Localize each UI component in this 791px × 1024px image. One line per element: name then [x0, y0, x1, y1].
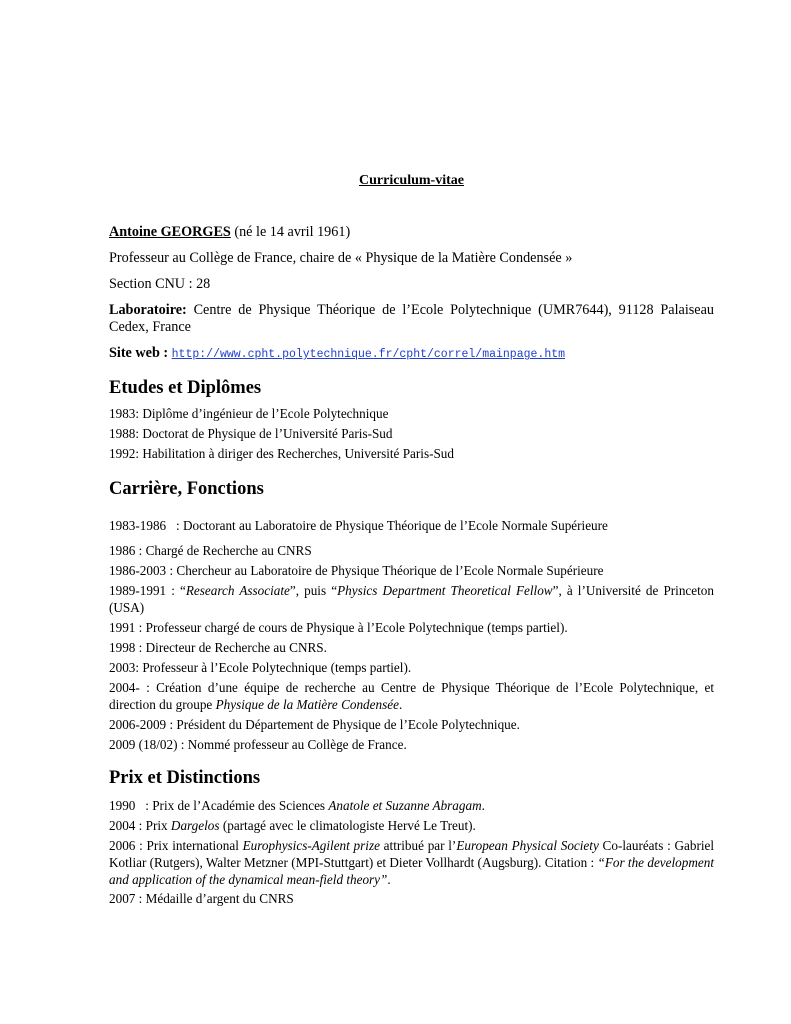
text-run: 2004 : Prix: [109, 818, 171, 833]
site-link[interactable]: http://www.cpht.polytechnique.fr/cpht/correl/mainpage.htm: [171, 348, 566, 361]
heading-etudes: Etudes et Diplômes: [109, 378, 262, 398]
list-item: [109, 797, 714, 814]
text-run: 2004- : Création d’une équipe de recherche au Centre de Physique Théorique de l’Ecole Polytechnique, et direction du groupe: [109, 680, 714, 712]
list-item: 1983-1986 : Doctorant au Laboratoire de Physique Théorique de l’Ecole Normale Supérieure: [109, 518, 608, 533]
list-item: 1988: Doctorat de Physique de l’Université Paris-Sud: [109, 426, 393, 441]
list-item: [109, 837, 714, 888]
text-run-italic: Physique de la Matière Condensée: [215, 697, 399, 712]
text-run: Co-lauréats : Gabriel Kotliar (Rutgers), Walter Metzner (MPI-Stuttgart) et Dieter Vollhardt (Augsburg). Citation :: [109, 838, 715, 870]
text-run-italic: Physics Department Theoretical Fellow: [337, 583, 553, 598]
list-item: [109, 679, 714, 713]
heading-prix: Prix et Distinctions: [109, 768, 261, 788]
text-run: 2006 : Prix international: [109, 838, 243, 853]
section-cnu: Section CNU : 28: [109, 276, 211, 292]
text-run: .: [481, 798, 485, 813]
document-title: Curriculum-vitae: [359, 173, 464, 188]
name-line: [109, 224, 714, 241]
text-run: ”, puis “: [289, 583, 338, 598]
list-item: 1986-2003 : Chercheur au Laboratoire de Physique Théorique de l’Ecole Normale Supérieure: [109, 563, 604, 578]
heading-carriere: Carrière, Fonctions: [109, 479, 264, 499]
birth-date: (né le 14 avril 1961): [234, 224, 351, 240]
list-item: [109, 582, 714, 616]
website-line: [109, 345, 714, 363]
text-run-italic: Dargelos: [170, 818, 220, 833]
text-run: .: [387, 872, 391, 887]
person-name: Antoine GEORGES: [109, 224, 231, 240]
site-label: Site web :: [109, 345, 169, 361]
text-run: 1990 : Prix de l’Académie des Sciences: [109, 798, 329, 813]
position-line: Professeur au Collège de France, chaire de « Physique de la Matière Condensée »: [109, 250, 573, 266]
list-item: 2006-2009 : Président du Département de Physique de l’Ecole Polytechnique.: [109, 717, 520, 732]
list-item: 1986 : Chargé de Recherche au CNRS: [109, 543, 312, 558]
text-run-italic: Anatole et Suzanne Abragam: [328, 798, 482, 813]
text-run: (partagé avec le climatologiste Hervé Le Treut).: [219, 818, 476, 833]
list-item: 2003: Professeur à l’Ecole Polytechnique (temps partiel).: [109, 660, 412, 675]
text-run: attribué par l’: [379, 838, 457, 853]
lab-text: Centre de Physique Théorique de l’Ecole Polytechnique (UMR7644), 91128 Palaiseau Cedex, France: [109, 302, 714, 335]
text-run: .: [398, 697, 403, 712]
text-run-italic: Research Associate: [185, 583, 290, 598]
list-item: 1983: Diplôme d’ingénieur de l’Ecole Polytechnique: [109, 406, 389, 421]
list-item: 1998 : Directeur de Recherche au CNRS.: [109, 640, 327, 655]
text-run: ”, à l’Université de Princeton (USA): [109, 583, 714, 615]
citation-quote: “For the development and application of the dynamical mean-field theory”: [109, 855, 714, 887]
text-run: 1989-1991 : “: [109, 583, 186, 598]
list-item: 2007 : Médaille d’argent du CNRS: [109, 891, 294, 906]
list-item: 1991 : Professeur chargé de cours de Physique à l’Ecole Polytechnique (temps partiel).: [109, 620, 568, 635]
laboratory: [109, 302, 714, 336]
text-run-italic: Europhysics-Agilent prize: [242, 838, 380, 853]
lab-label: Laboratoire:: [109, 302, 187, 318]
list-item: [109, 817, 714, 834]
list-item: 2009 (18/02) : Nommé professeur au Collège de France.: [109, 737, 407, 752]
list-item: 1992: Habilitation à diriger des Recherches, Université Paris-Sud: [109, 446, 454, 461]
text-run-italic: European Physical Society: [456, 838, 599, 853]
